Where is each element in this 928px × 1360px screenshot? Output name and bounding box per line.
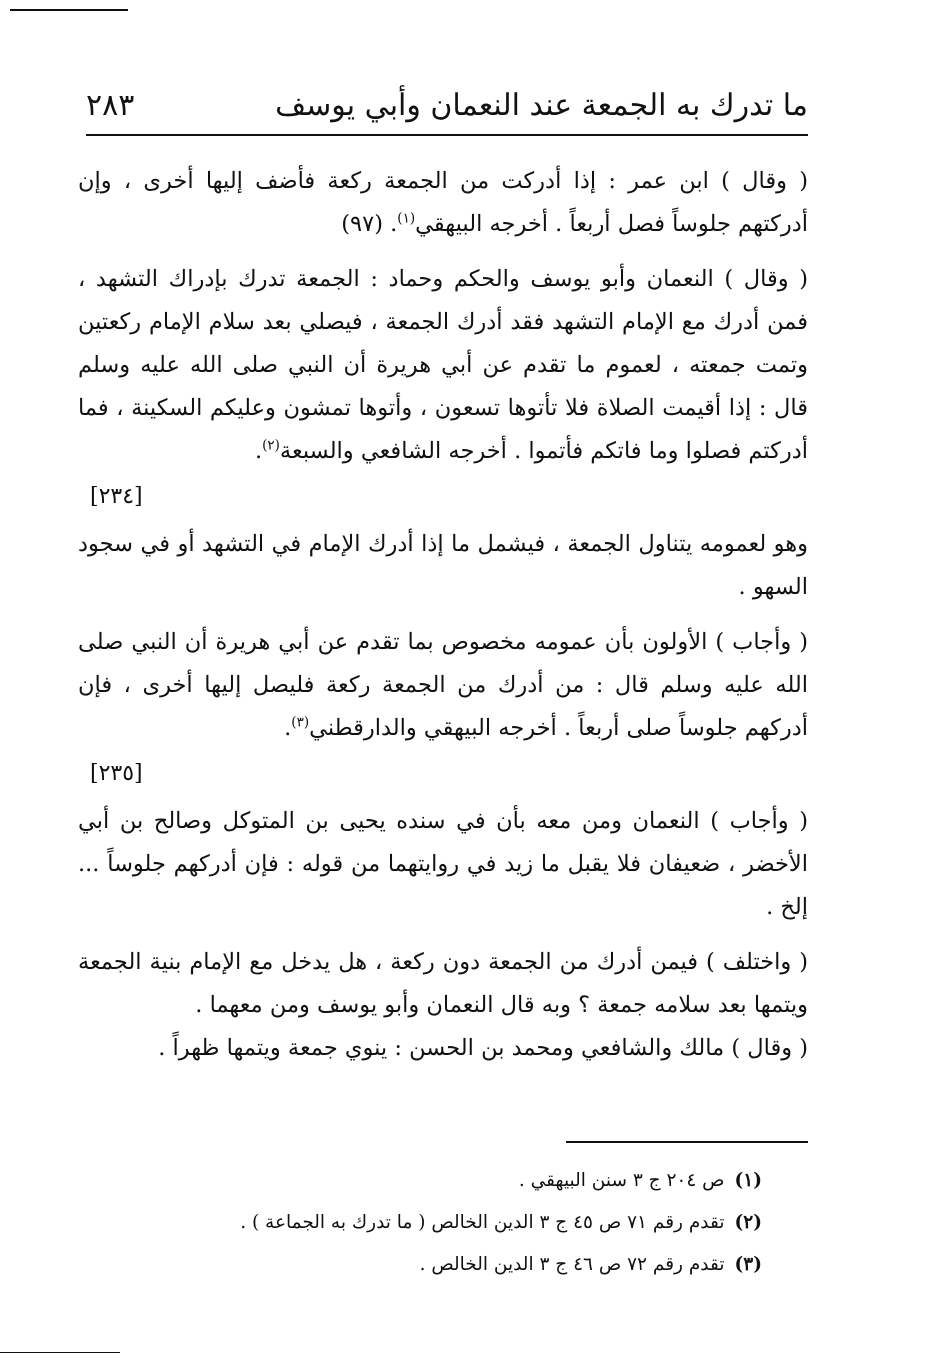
- footnote-ref: (٢): [262, 437, 280, 454]
- footnote-2: [240, 1202, 762, 1244]
- footnote-number: (٢): [734, 1212, 762, 1233]
- paragraph-text: ابن عمر : إذا أدركت من الجمعة ركعة فأضف إليها أخرى ، وإن أدركتهم جلوساً فصل أربعاً . أخرجه البيهقي: [78, 168, 808, 237]
- paragraph-numan-opinion: [78, 258, 808, 473]
- header-rule: [86, 134, 808, 136]
- bottom-edge-rule: [0, 1352, 120, 1353]
- footnote-text: تقدم رقم ٧١ ص ٤٥ ج ٣ الدين الخالص ( ما تدرك به الجماعة ) .: [240, 1212, 725, 1233]
- paragraph-lead: ( وقال ): [721, 168, 808, 194]
- paragraph-first-reply: [78, 621, 808, 750]
- paragraph-tail: . (٩٧): [341, 211, 398, 237]
- paragraph-malik-opinion: [78, 1027, 808, 1070]
- paragraph-lead: ( وأجاب ): [710, 808, 808, 834]
- paragraph-tail: .: [254, 438, 263, 464]
- paragraph-text: الأولون بأن عمومه مخصوص بما تقدم عن أبي هريرة أن النبي صلى الله عليه وسلم قال : من أدرك من الجمعة ركعة فليصل إليها أخرى ، فإن أدركهم جلوساً صلى أربعاً . أخرجه البيهقي والدارقطني: [78, 629, 808, 741]
- paragraph-tail: .: [284, 715, 292, 741]
- hadith-marker-234: [٢٣٤]: [90, 484, 143, 509]
- paragraph-lead: ( وأجاب ): [715, 629, 808, 655]
- paragraph-lead: ( واختلف ): [705, 949, 808, 975]
- footnote-text: ص ٢٠٤ ج ٣ سنن البيهقي .: [518, 1170, 725, 1191]
- paragraph-generality: [78, 523, 808, 609]
- main-text: [78, 160, 808, 1070]
- footnote-ref: (٣): [291, 714, 310, 731]
- paragraph-text: وهو لعمومه يتناول الجمعة ، فيشمل ما إذا أدرك الإمام في التشهد أو في سجود السهو .: [78, 531, 808, 600]
- paragraph-text: النعمان وأبو يوسف والحكم وحماد : الجمعة تدرك بإدراك التشهد ، فمن أدرك مع الإمام التشهد فقد أدرك الجمعة ، فيصلي بعد سلام الإمام ركعتين وتمت جمعته ، لعموم ما تقدم عن أبي هريرة أن النبي صلى الله عليه وسلم قال : إذا أقيمت الصلاة فلا تأتوها تسعون ، وأتوها تمشون وعليكم السكينة ، فما أدركتم فصلوا وما فاتكم فأتموا . أخرجه الشافعي والسبعة: [78, 266, 808, 464]
- paragraph-lead: ( وقال ): [724, 266, 808, 292]
- paragraph-disagreement: [78, 941, 808, 1027]
- footnote-3: [330, 1244, 762, 1286]
- footnote-ref: (١): [397, 210, 416, 227]
- paragraph-ibn-umar: [78, 160, 808, 246]
- paragraph-lead: ( وقال ): [731, 1035, 808, 1061]
- running-title: ما تدرك به الجمعة عند النعمان وأبي يوسف: [275, 88, 808, 123]
- footnotes: [240, 1160, 762, 1286]
- paragraph-text: النعمان ومن معه بأن في سنده يحيى بن المتوكل وصالح بن أبي الأخضر ، ضعيفان فلا يقبل ما زيد في روايتهما من قوله : فإن أدركهم جلوساً ... إلخ .: [78, 808, 808, 920]
- paragraph-text: فيمن أدرك من الجمعة دون ركعة ، هل يدخل مع الإمام بنية الجمعة ويتمها بعد سلامه جمعة ؟ وبه قال النعمان وأبو يوسف ومن معهما .: [78, 949, 808, 1018]
- page-header: [86, 84, 808, 128]
- top-edge-rule: [10, 9, 128, 11]
- footnote-separator: [566, 1141, 808, 1143]
- footnote-1: [330, 1160, 762, 1202]
- hadith-marker-235: [٢٣٥]: [90, 761, 143, 786]
- paragraph-second-reply: [78, 800, 808, 929]
- footnote-number: (١): [734, 1170, 762, 1191]
- footnote-number: (٣): [734, 1254, 762, 1275]
- footnote-text: تقدم رقم ٧٢ ص ٤٦ ج ٣ الدين الخالص .: [419, 1254, 725, 1275]
- page-number: ٢٨٣: [86, 88, 135, 123]
- paragraph-text: مالك والشافعي ومحمد بن الحسن : ينوي جمعة ويتمها ظهراً .: [158, 1035, 732, 1061]
